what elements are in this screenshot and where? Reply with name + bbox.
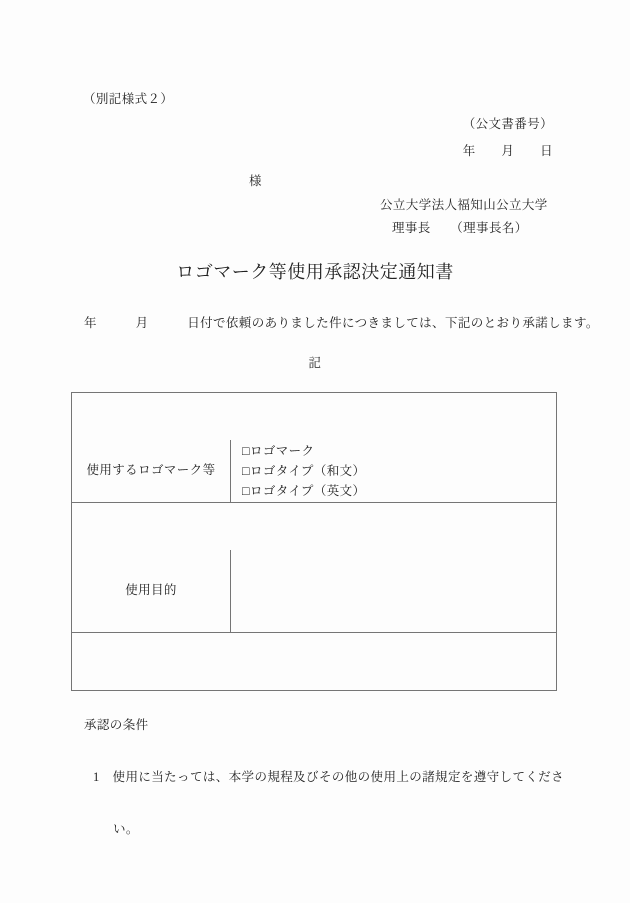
logo-options-cell [231, 440, 556, 502]
table-row-logo-types [72, 440, 556, 503]
issue-date-line: 年 月 日 [462, 144, 553, 158]
logo-usage-label-cell: 使用するロゴマーク等 [72, 440, 231, 502]
body-paragraph: 年 月 日付で依頼のありました件につきましては、下記のとおり承諾します。 [84, 316, 599, 330]
approval-details-table [71, 392, 565, 837]
conditions-heading: 承認の条件 [84, 717, 149, 732]
addressee-honorific: 様 [249, 174, 262, 188]
checkbox-option-logomark: □ロゴマーク [242, 443, 315, 458]
condition-item-line-1: 1 使用に当たっては、本学の規程及びその他の使用上の諸規定を遵守してくださ [93, 770, 565, 785]
approval-conditions-cell [72, 680, 565, 837]
document-title: ロゴマーク等使用承認決定通知書 [176, 262, 454, 282]
table-row-usage-purpose [72, 550, 556, 633]
usage-purpose-value-cell [231, 550, 556, 632]
sender-organization: 公立大学法人福知山公立大学 [380, 198, 548, 212]
official-document-number: （公文書番号） [462, 117, 553, 131]
sender-title-line: 理事長 （理事長名） [392, 221, 528, 235]
checkbox-option-logotype-english: □ロゴタイプ（英文） [242, 483, 366, 498]
form-style-note: （別記様式２） [83, 92, 174, 106]
record-mark: 記 [308, 356, 322, 370]
usage-purpose-label-cell: 使用目的 [72, 550, 231, 632]
checkbox-option-logotype-japanese: □ロゴタイプ（和文） [242, 463, 366, 478]
condition-item-line-2: い。 [113, 822, 139, 837]
